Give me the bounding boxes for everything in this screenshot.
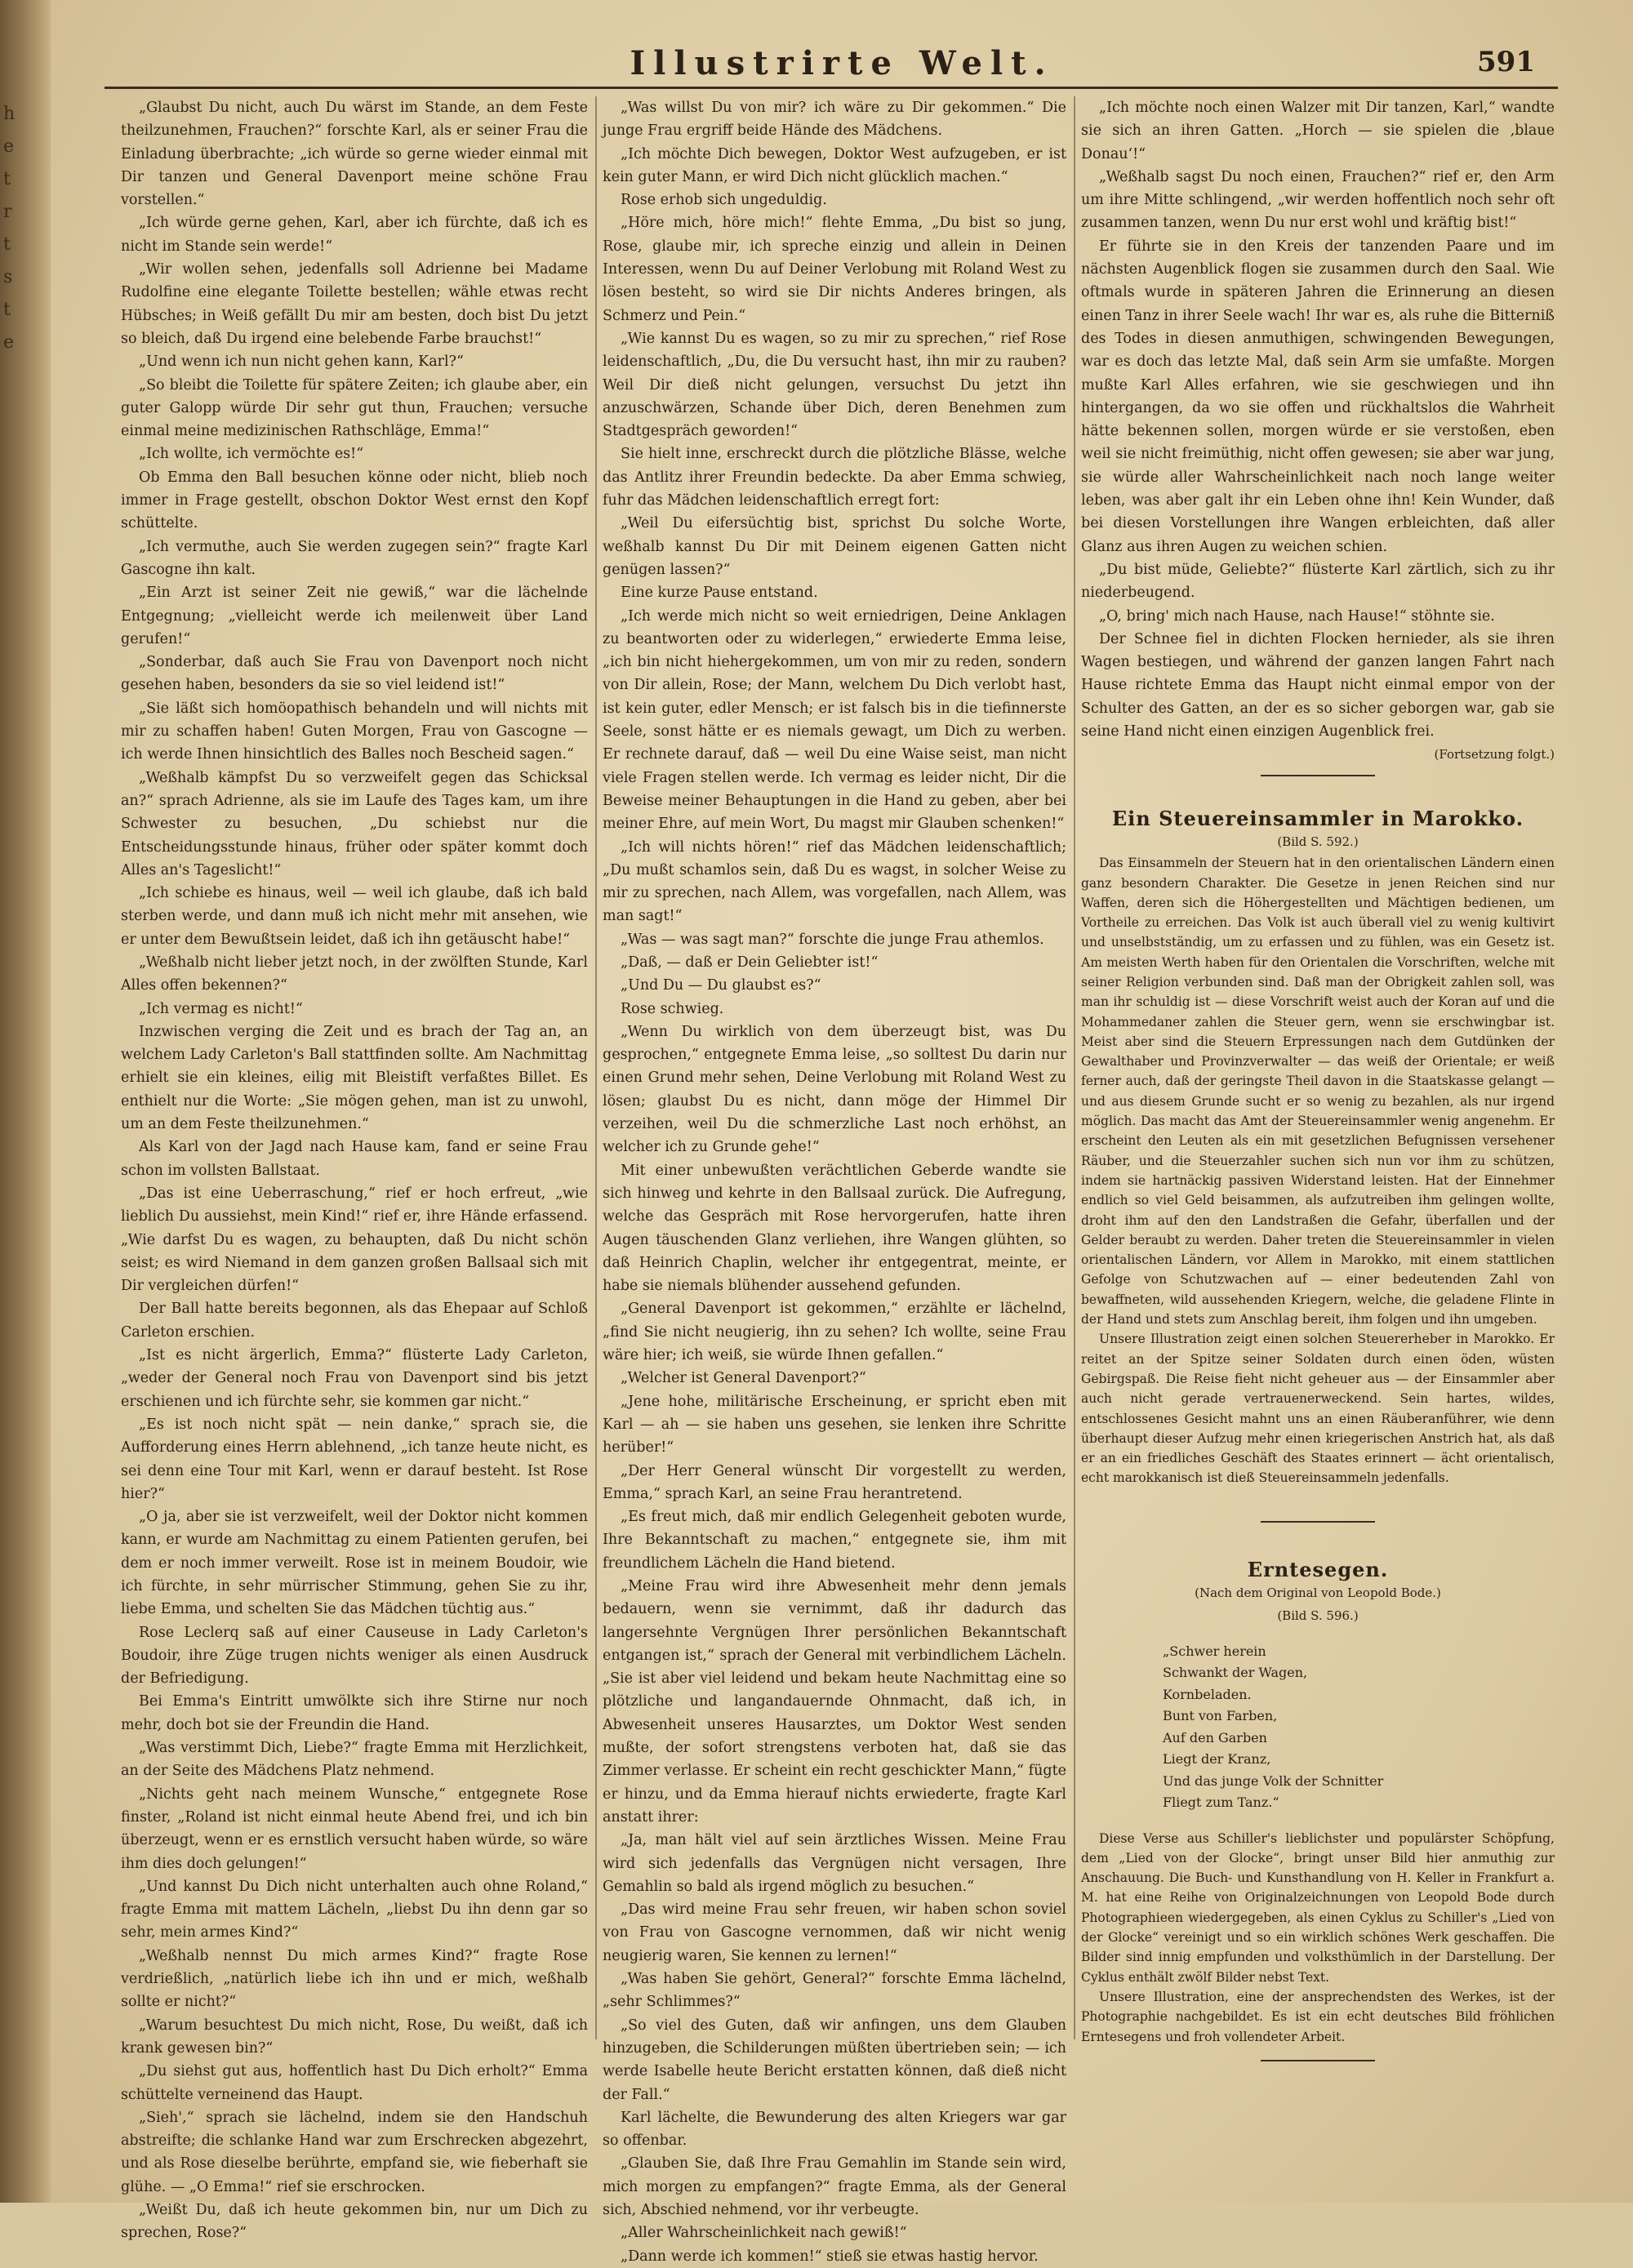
binding-mark: e: [3, 332, 15, 353]
paragraph: Ob Emma den Ball besuchen könne oder nicht, blieb noch immer in Frage gestellt, obschon Doktor West ernst den Kopf schüttelte.: [121, 469, 588, 532]
paragraph: „Das wird meine Frau sehr freuen, wir haben schon soviel von Frau von Gascogne vernommen, daß wir nicht wenig neugierig waren, Sie kennen zu lernen!“: [603, 1901, 1066, 1964]
paragraph: „Was verstimmt Dich, Liebe?“ fragte Emma mit Herzlichkeit, an der Seite des Mädchens Platz nehmend.: [121, 1740, 588, 1780]
paragraph: „Wenn Du wirklich von dem überzeugt bist, was Du gesprochen,“ entgegnete Emma leise, „so solltest Du darin nur einen Grund mehr sehen, Deine Verlobung mit Roland West zu lösen; glaubst Du es nicht, dann möge der Himmel Dir verzeihen, weil Du die schmerzliche Last noch erhöhst, an welcher ich zu Grunde gehe!“: [603, 1023, 1066, 1156]
paragraph: „Jene hohe, militärische Erscheinung, er spricht eben mit Karl — ah — sie haben uns gesehen, sie lenken ihre Schritte herüber!“: [603, 1393, 1066, 1456]
newspaper-page: [51, 0, 1633, 2265]
paragraph: „Ich wollte, ich vermöchte es!“: [139, 446, 364, 463]
paragraph: „Ich möchte Dich bewegen, Doktor West aufzugeben, er ist kein guter Mann, er wird Dich nicht glücklich machen.“: [603, 145, 1066, 185]
binding-mark: t: [3, 234, 11, 255]
paragraph: Unsere Illustration, eine der ansprechendsten des Werkes, ist der Photographie nachgebildet. Es ist ein echt deutsches Bild fröhlichen Erntesegens und froh vollendeter Arbeit.: [1081, 1989, 1555, 2044]
continued-note: (Fortsetzung folgt.): [1434, 747, 1555, 763]
paragraph: „Ja, man hält viel auf sein ärztliches Wissen. Meine Frau wird sich jedenfalls das Vergnügen nicht versagen, Ihre Gemahlin so bald als irgend möglich zu besuchen.“: [603, 1832, 1066, 1895]
paragraph: Karl lächelte, die Bewunderung des alten Kriegers war gar so offenbar.: [603, 2109, 1066, 2150]
paragraph: Der Ball hatte bereits begonnen, als das Ehepaar auf Schloß Carleton erschien.: [121, 1301, 588, 1341]
column-rule-1: [595, 96, 597, 2039]
paragraph: „Ich vermag es nicht!“: [139, 1000, 303, 1017]
paragraph: „Und wenn ich nun nicht gehen kann, Karl?“: [139, 354, 464, 371]
paragraph: Rose schwieg.: [621, 1000, 724, 1017]
paragraph: Diese Verse aus Schiller's lieblichster und populärster Schöpfung, dem „Lied von der Glocke“, bringt unser Bild hier anmuthig zur Anschauung. Die Buch- und Kunsthandlung von H. Keller in Frankfurt a. M. hat eine Reihe von Originalzeichnungen von Leopold Bode durch Photographieen wiedergegeben, als einen Cyklus zu Schiller's „Lied von der Glocke“ vereinigt und so ein wirklich schönes Werk geschaffen. Die Bilder sind innig empfunden und volksthümlich in der Darstellung. Der Cyklus enthält zwölf Bilder nebst Text.: [1081, 1830, 1555, 1985]
paragraph: „Was haben Sie gehört, General?“ forschte Emma lächelnd, „sehr Schlimmes?“: [603, 1971, 1066, 2011]
paragraph: „Weßhalb kämpfst Du so verzweifelt gegen das Schicksal an?“ sprach Adrienne, als sie im Laufe des Tages kam, um ihre Schwester zu besuchen, „Du schiebst nur die Entscheidungsstunde hinaus, früher oder später kommt doch Alles an's Tageslicht!“: [121, 769, 588, 878]
binding-mark: t: [3, 169, 11, 189]
paragraph: „Ich würde gerne gehen, Karl, aber ich fürchte, daß ich es nicht im Stande sein werde!“: [121, 215, 588, 255]
page-number: 591: [1477, 46, 1535, 78]
paragraph: „Aller Wahrscheinlichkeit nach gewiß!“: [621, 2225, 907, 2242]
paragraph: „Ist es nicht ärgerlich, Emma?“ flüsterte Lady Carleton, „weder der General noch Frau von Davenport sind bis jetzt erschienen und ich fürchte sehr, sie kommen gar nicht.“: [121, 1347, 588, 1410]
section-divider-3: [1261, 2060, 1375, 2061]
paragraph: Unsere Illustration zeigt einen solchen Steuererheber in Marokko. Er reitet an der Spitze seiner Soldaten durch einen öden, wüsten Gebirgspaß. Die Reise fieht nicht geheuer aus — der Einsammler aber auch nicht gerade vertrauenerweckend. Sein hartes, wildes, entschlossenes Gesicht mahnt uns an einen Räuberanführer, wie denn überhaupt dieser Aufzug mehr einen kriegerischen Anstrich hat, als daß er an ein friedliches Geschäft des Staates erinnert — ächt orientalisch, echt marokkanisch ist dieß Steuereinsammeln jedenfalls.: [1081, 1332, 1555, 1486]
paragraph: Eine kurze Pause entstand.: [621, 585, 818, 602]
article-subtitle: (Nach dem Original von Leopold Bode.): [1195, 1585, 1441, 1600]
paragraph: Der Schnee fiel in dichten Flocken hernieder, als sie ihren Wagen bestiegen, und während der ganzen langen Fahrt nach Hause richtete Emma das Haupt nicht einmal empor von der Schulter des Gatten, an der es so sicher geborgen war, gab sie seine Hand nicht einen einzigen Augenblick frei.: [1081, 630, 1555, 740]
paragraph: „Sie läßt sich homöopathisch behandeln und will nichts mit mir zu schaffen haben! Guten Morgen, Frau von Gascogne — ich werde Ihnen hinsichtlich des Balles noch Bescheid sagen.“: [121, 700, 588, 763]
poem-line: „Schwer herein: [1163, 1643, 1266, 1659]
paragraph: „Meine Frau wird ihre Abwesenheit mehr denn jemals bedauern, wenn sie vernimmt, daß ihr dadurch das langersehnte Vergnügen Ihrer persönlichen Bekanntschaft entgangen ist,“ sprach der General mit verbindlichem Lächeln. „Sie ist aber viel leidend und bekam heute Nachmittag eine so plötzliche und langandauernde Ohnmacht, daß ich, in Abwesenheit unseres Hausarztes, um Doktor West senden mußte, der sofort strengstens verboten hat, daß sie das Zimmer verlasse. Er scheint ein recht geschickter Mann,“ fügte er hinzu, und da Emma hierauf nichts erwiederte, fragte Karl anstatt ihrer:: [603, 1578, 1066, 1826]
paragraph: „Sieh',“ sprach sie lächelnd, indem sie den Handschuh abstreifte; die schlanke Hand war zum Erschrecken abgezehrt, und als Rose dieselbe berührte, empfand sie, wie fieberhaft sie glühe. — „O Emma!“ rief sie erschrocken.: [121, 2109, 588, 2195]
article-body-erntesegen: [1081, 1829, 1555, 2047]
paragraph: „Weßhalb nicht lieber jetzt noch, in der zwölften Stunde, Karl Alles offen bekennen?“: [121, 954, 588, 994]
section-divider: [1261, 775, 1375, 776]
paragraph: „Warum besuchtest Du mich nicht, Rose, Du weißt, daß ich krank gewesen bin?“: [121, 2017, 588, 2057]
paragraph: „Das ist eine Ueberraschung,“ rief er hoch erfreut, „wie lieblich Du aussiehst, mein Kind!“ rief er, ihre Hände erfassend. „Wie darfst Du es wagen, zu behaupten, daß Du nicht schön seist; es wird Niemand in dem ganzen großen Ballsaal sich mit Dir vergleichen dürfen!“: [121, 1185, 588, 1295]
binding-mark: h: [3, 104, 16, 124]
paragraph: „Ich will nichts hören!“ rief das Mädchen leidenschaftlich; „Du mußt schamlos sein, daß Du es wagst, in solcher Weise zu mir zu sprechen, nach Allem, was vorgefallen, nach Allem, was man sagt!“: [603, 838, 1066, 925]
paragraph: „Daß, — daß er Dein Geliebter ist!“: [621, 954, 879, 971]
paragraph: „O, bring' mich nach Hause, nach Hause!“ stöhnte sie.: [1099, 607, 1495, 625]
paragraph: „Du siehst gut aus, hoffentlich hast Du Dich erholt?“ Emma schüttelte verneinend das Haupt.: [121, 2063, 588, 2103]
poem-line: Und das junge Volk der Schnitter: [1163, 1772, 1384, 1789]
paragraph: Rose erhob sich ungeduldig.: [621, 192, 827, 209]
paragraph: „So viel des Guten, daß wir anfingen, uns dem Glauben hinzugeben, die Schilderungen müßten übertrieben sein; — ich werde Isabelle heute Bericht erstatten können, daß dieß nicht der Fall.“: [603, 2017, 1066, 2103]
paragraph: „Und kannst Du Dich nicht unterhalten auch ohne Roland,“ fragte Emma mit mattem Lächeln, „liebst Du ihn denn gar so sehr, mein armes Kind?“: [121, 1878, 588, 1941]
article-picture-ref-2: (Bild S. 596.): [1277, 1608, 1359, 1624]
article-picture-ref: (Bild S. 592.): [1277, 834, 1359, 849]
paragraph: Mit einer unbewußten verächtlichen Geberde wandte sie sich hinweg und kehrte in den Ballsaal zurück. Die Aufregung, welche das Gespräch mit Rose hervorgerufen, hatte ihren Augen täuschenden Glanz verliehen, ihre Wangen glühten, so daß Heinrich Chaplin, welcher ihr entgegentrat, meinte, er habe sie niemals blühender aussehend gefunden.: [603, 1162, 1066, 1295]
column-rule-2: [1074, 96, 1075, 2039]
paragraph: „Weßhalb sagst Du noch einen, Frauchen?“ rief er, den Arm um ihre Mitte schlingend, „wir werden hoffentlich noch sehr oft zusammen tanzen, wenn Du nur erst wohl und kräftig bist!“: [1081, 168, 1555, 232]
section-divider-2: [1261, 1521, 1375, 1523]
paragraph: Das Einsammeln der Steuern hat in den orientalischen Ländern einen ganz besondern Charakter. Die Gesetze in jenen Reichen sind nur Waffen, deren sich die Höhergestellten und Mächtigen bedienen, um Vortheile zu erreichen. Das Volk ist auch überall viel zu wenig kultivirt und unselbstständig, um zu erfassen und zu fühlen, was ein Gesetz ist. Am meisten Werth haben für den Orientalen die Vorschriften, welche mit seiner Religion verbunden sind. Daß man der Obrigkeit zahlen soll, was man ihr schuldig ist — diese Vorschrift weist auch der Koran auf und die Mohammedaner zahlen die Steuer gern, wenn sie erschwingbar ist. Meist aber sind die Steuern Erpressungen nach dem Gutdünken der Gewalthaber und Provinzverwalter — das weiß der Orientale; er weiß ferner auch, daß der geringste Theil davon in die Staatskasse gelangt — und aus diesem Grunde sucht er so wenig zu bezahlen, als nur irgend möglich. Das macht das Amt der Steuereinsammler wenig angenehm. Er erscheint den Leuten als ein mit gesetzlichen Befugnissen versehener Räuber, und die Steuerzahler suchen sich nun vor ihm zu schützen, indem sie hartnäckig passiven Widerstand leisten. Hat der Einnehmer endlich so viel Geld beisammen, als aufzutreiben ihm gelingen wollte, droht ihm auf den den Landstraßen die Gefahr, überfallen und der Gelder beraubt zu werden. Daher treten die Steuereinsammler in vielen orientalischen Ländern, vor Allem in Marokko, mit einem stattlichen Gefolge von Schutzwachen auf — einer bedeutenden Zahl von bewaffneten, wild aussehenden Kriegern, welche, die geladene Flinte in der Hand und stets zum Anschlag bereit, ihm folgen und ihn umgeben.: [1081, 856, 1555, 1327]
paragraph: „Es freut mich, daß mir endlich Gelegenheit geboten wurde, Ihre Bekanntschaft zu machen,“ entgegnete sie, ihm mit freundlichem Lächeln die Hand bietend.: [603, 1509, 1066, 1572]
paragraph: „Nichts geht nach meinem Wunsche,“ entgegnete Rose finster, „Roland ist nicht einmal heute Abend frei, und ich bin überzeugt, wenn er es ernstlich versucht haben würde, so wäre ihm dies doch gelungen!“: [121, 1785, 588, 1872]
binding-mark: s: [3, 267, 13, 287]
masthead: Illustrirte Welt.: [630, 44, 1054, 82]
paragraph: „Was — was sagt man?“ forschte die junge Frau athemlos.: [621, 931, 1044, 948]
page-header: [51, 33, 1633, 90]
book-binding-edge: [0, 0, 51, 2203]
column-3: [1081, 96, 1555, 2092]
poem: [1163, 1641, 1555, 1814]
paragraph: Er führte sie in den Kreis der tanzenden Paare und im nächsten Augenblick flogen sie zusammen durch den Saal. Wie oftmals wurde in späteren Jahren die Erinnerung an diesen einen Tanz in ihrer Seele wach! Ihr war es, als ruhe die Bitterniß des Todes in diesen anmuthigen, schwingenden Bewegungen, war es doch das letzte Mal, daß sein Arm sie umfaßte. Morgen mußte Karl Alles erfahren, wie sie geschwiegen und ihn hintergangen, da wo sie offen und rückhaltslos die Wahrheit hätte bekennen sollen, morgen würde er sie verstoßen, eben weil sie nicht freimüthig, nicht offen gewesen; sie aber war jung, sie würde aller Wahrscheinlichkeit nach noch lange weiter leben, was aber galt ihr ein Leben ohne ihn! Kein Wunder, daß bei diesen Vorstellungen ihre Wangen erbleichten, daß aller Glanz aus ihren Augen zu weichen schien.: [1081, 238, 1555, 555]
paragraph: Rose Leclerq saß auf einer Causeuse in Lady Carleton's Boudoir, ihre Züge trugen nichts weniger als einen Ausdruck der Befriedigung.: [121, 1624, 588, 1688]
poem-line: Kornbeladen.: [1163, 1686, 1252, 1702]
paragraph: „O ja, aber sie ist verzweifelt, weil der Doktor nicht kommen kann, er wurde am Nachmittag zu einem Patienten gerufen, bei dem er noch immer verweilt. Rose ist in meinem Boudoir, wie ich fürchte, in sehr mürrischer Stimmung, gehen Sie zu ihr, liebe Emma, und schelten Sie das Mädchen tüchtig aus.“: [121, 1509, 588, 1618]
paragraph: „Wie kannst Du es wagen, so zu mir zu sprechen,“ rief Rose leidenschaftlich, „Du, die Du versucht hast, ihn mir zu rauben? Weil Dir dieß nicht gelungen, versuchst Du jetzt ihn anzuschwärzen, Schande über Dich, deren Benehmen zum Stadtgespräch geworden!“: [603, 330, 1066, 440]
paragraph: „Weil Du eifersüchtig bist, sprichst Du solche Worte, weßhalb kannst Du Dir mit Deinem eigenen Gatten nicht genügen lassen?“: [603, 515, 1066, 578]
binding-mark: t: [3, 300, 11, 320]
paragraph: „Glaubst Du nicht, auch Du wärst im Stande, an dem Feste theilzunehmen, Frauchen?“ forschte Karl, als er seiner Frau die Einladung überbrachte; „ich würde so gerne wieder einmal mit Dir tanzen und General Davenport meine schöne Frau vorstellen.“: [121, 100, 588, 209]
paragraph: „Ein Arzt ist seiner Zeit nie gewiß,“ war die lächelnde Entgegnung; „vielleicht werde ich meilenweit über Land gerufen!“: [121, 585, 588, 647]
column-2: [603, 96, 1066, 2268]
story-continuation: [1081, 96, 1555, 743]
paragraph: Als Karl von der Jagd nach Hause kam, fand er seine Frau schon im vollsten Ballstaat.: [121, 1139, 588, 1179]
article-title-steuereinsammler: Ein Steuereinsammler in Marokko.: [1111, 806, 1524, 830]
paragraph: „Höre mich, höre mich!“ flehte Emma, „Du bist so jung, Rose, glaube mir, ich spreche einzig und allein in Deinen Interessen, wenn Du auf Deiner Verlobung mit Roland West zu lösen besteht, so wird sie Dir nichts Anderes bringen, als Schmerz und Pein.“: [603, 215, 1066, 324]
poem-line: Schwankt der Wagen,: [1163, 1665, 1308, 1681]
paragraph: „Weßhalb nennst Du mich armes Kind?“ fragte Rose verdrießlich, „natürlich liebe ich ihn und er mich, weßhalb sollte er nicht?“: [121, 1947, 588, 2011]
paragraph: „Ich werde mich nicht so weit erniedrigen, Deine Anklagen zu beantworten oder zu widerlegen,“ erwiederte Emma leise, „ich bin nicht hiehergekommen, um von mir zu reden, sondern von Dir allein, Rose; der Mann, welchem Du Dich verlobt hast, ist kein guter, edler Mensch; er ist falsch bis in die tiefinnerste Seele, sonst hätte er es niemals gewagt, um Dich zu werben. Er rechnete darauf, daß — weil Du eine Waise seist, man nicht viele Fragen stellen werde. Ich vermag es leider nicht, Dir die Beweise meiner Behauptungen in die Hand zu geben, aber bei meiner Ehre, auf mein Wort, Du magst mir Glauben schenken!“: [603, 607, 1066, 833]
poem-line: Bunt von Farben,: [1163, 1708, 1278, 1724]
article-title-erntesegen: Erntesegen.: [1247, 1557, 1389, 1581]
poem-line: Liegt der Kranz,: [1163, 1751, 1271, 1768]
paragraph: „Wir wollen sehen, jedenfalls soll Adrienne bei Madame Rudolfine eine elegante Toilette bestellen; wähle etwas recht Hübsches; in Weiß gefällt Du mir am besten, doch bist Du jetzt so bleich, daß Du irgend eine belebende Farbe brauchst!“: [121, 261, 588, 347]
paragraph: „Was willst Du von mir? ich wäre zu Dir gekommen.“ Die junge Frau ergriff beide Hände des Mädchens.: [603, 100, 1066, 140]
paragraph: „Weißt Du, daß ich heute gekommen bin, nur um Dich zu sprechen, Rose?“: [121, 2202, 588, 2242]
paragraph: „Glauben Sie, daß Ihre Frau Gemahlin im Stande sein wird, mich morgen zu empfangen?“ fragte Emma, als der General sich, Abschied nehmend, vor ihr verbeugte.: [603, 2155, 1066, 2219]
paragraph: „Ich schiebe es hinaus, weil — weil ich glaube, daß ich bald sterben werde, und dann muß ich nicht mehr mit ansehen, wie er unter dem Bewußtsein leidet, daß ich ihn getäuscht habe!“: [121, 885, 588, 948]
paragraph: Sie hielt inne, erschreckt durch die plötzliche Blässe, welche das Antlitz ihrer Freundin bedeckte. Da aber Emma schwieg, fuhr das Mädchen leidenschaftlich erregt fort:: [603, 446, 1066, 509]
paragraph: „Der Herr General wünscht Dir vorgestellt zu werden, Emma,“ sprach Karl, an seine Frau herantretend.: [603, 1462, 1066, 1502]
paragraph: Inzwischen verging die Zeit und es brach der Tag an, an welchem Lady Carleton's Ball stattfinden sollte. Am Nachmittag erhielt sie ein kleines, eilig mit Bleistift verfaßtes Billet. Es enthielt nur die Worte: „Sie mögen gehen, man ist zu unwohl, um an dem Feste theilzunehmen.“: [121, 1023, 588, 1133]
binding-mark: e: [3, 136, 15, 157]
article-body-steuereinsammler: [1081, 853, 1555, 1488]
poem-line: Fliegt zum Tanz.“: [1163, 1794, 1279, 1811]
poem-line: Auf den Garben: [1163, 1729, 1267, 1745]
paragraph: „Ich vermuthe, auch Sie werden zugegen sein?“ fragte Karl Gascogne ihn kalt.: [121, 538, 588, 578]
column-1: [121, 96, 588, 2245]
paragraph: „Und Du — Du glaubst es?“: [621, 977, 821, 994]
paragraph: „Ich möchte noch einen Walzer mit Dir tanzen, Karl,“ wandte sie sich an ihren Gatten. „Horch — sie spielen die ‚blaue Donau‘!“: [1081, 100, 1555, 162]
paragraph: Bei Emma's Eintritt umwölkte sich ihre Stirne nur noch mehr, doch bot sie der Freundin die Hand.: [121, 1693, 588, 1733]
paragraph: „Dann werde ich kommen!“ stieß sie etwas hastig hervor.: [621, 2248, 1039, 2265]
paragraph: „So bleibt die Toilette für spätere Zeiten; ich glaube aber, ein guter Galopp würde Dir sehr gut thun, Frauchen; versuche einmal meine medizinischen Rathschläge, Emma!“: [121, 376, 588, 440]
paragraph: „Sonderbar, daß auch Sie Frau von Davenport noch nicht gesehen haben, besonders da sie so viel leidend ist!“: [121, 654, 588, 694]
paragraph: „Du bist müde, Geliebte?“ flüsterte Karl zärtlich, sich zu ihr niederbeugend.: [1081, 561, 1555, 602]
paragraph: „General Davenport ist gekommen,“ erzählte er lächelnd, „find Sie nicht neugierig, ihn zu sehen? Ich wollte, seine Frau wäre hier; ich weiß, sie würde Ihnen gefallen.“: [603, 1301, 1066, 1364]
binding-marks: [3, 98, 36, 359]
paragraph: „Welcher ist General Davenport?“: [621, 1370, 866, 1387]
paragraph: „Es ist noch nicht spät — nein danke,“ sprach sie, die Aufforderung eines Herrn ablehnend, „ich tanze heute nicht, es sei denn eine Tour mit Karl, wenn er darauf besteht. Ist Rose hier?“: [121, 1416, 588, 1502]
binding-mark: r: [3, 202, 12, 222]
header-rule: [105, 87, 1558, 89]
